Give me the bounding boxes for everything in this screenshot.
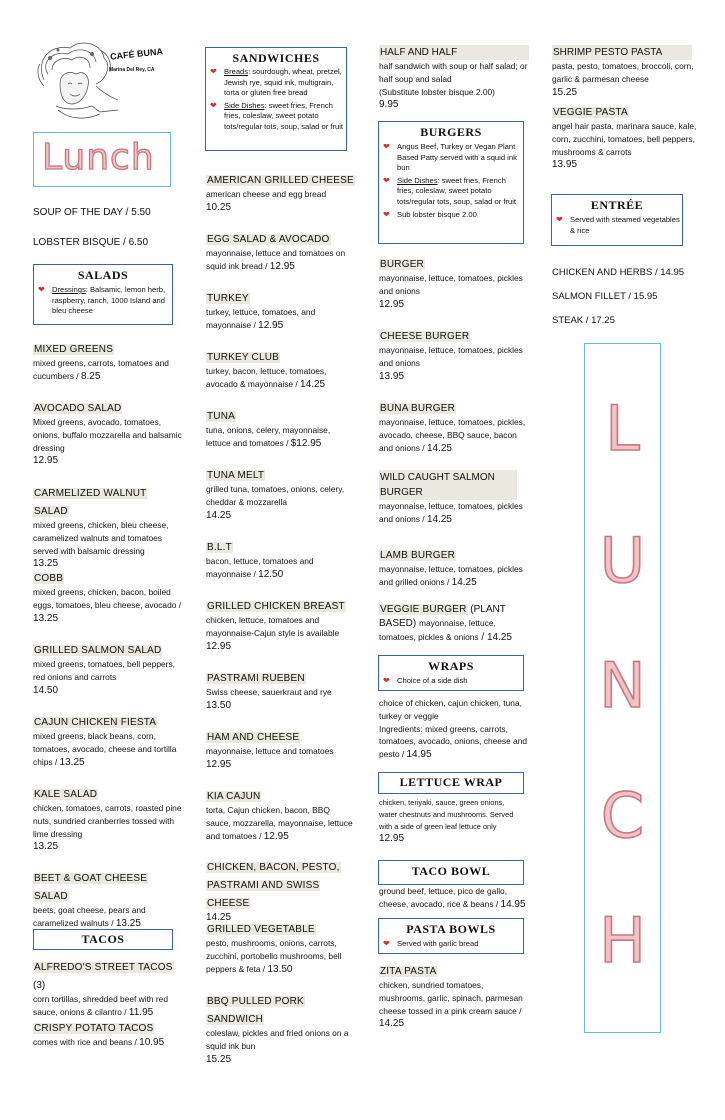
bullet: ❤ Side Dishes: sweet fries, French fries, coleslaw, sweet potato tots/regular tots, soup, salad or fruit [379,176,523,208]
burgers-section-box [378,121,524,244]
menu-item: GRILLED VEGETABLE pesto, mushrooms, onions, carrots, zucchini, portobello mushrooms, bell peppers & feta / 13.50 [206,924,342,975]
menu-item: B.L.T bacon, lettuce, tomatoes and mayonnaise / 12.50 [206,542,314,580]
menu-item: ZITA PASTA chicken, sundried tomatoes, mushrooms, garlic, spinach, parmesan cheese tossed in a pink cream sauce / 14.25 [379,966,523,1030]
menu-item: PASTRAMI RUEBEN Swiss cheese, sauerkraut and rye 13.50 [206,673,332,711]
lunch-vertical-box [584,343,661,1033]
pasta-bowls-section-box [378,918,524,954]
menu-item: GRILLED SALMON SALAD mixed greens, tomatoes, bell peppers, red onions and carrots 14.50 [33,645,175,696]
lobster-bisque: LOBSTER BISQUE / 6.50 [33,237,149,248]
logo-brand: CAFÉ BUNA [109,46,164,62]
lunch-title: Lunch [42,137,155,178]
heart-icon: ❤ [556,215,563,224]
soup-of-the-day: SOUP OF THE DAY / 5.50 [33,207,151,218]
section-title: TACO BOWL [411,864,491,878]
lettuce-wrap-section-box [378,772,524,794]
heart-icon: ❤ [383,676,390,685]
item-price: 5.50 [131,207,151,218]
taco-bowl-section-box [378,860,524,885]
item-name: SOUP OF THE DAY [33,207,123,218]
lunch-letter: N [599,649,646,722]
menu-item: HALF AND HALF half sandwich with soup or half salad; or half soup and salad (Substitute lobster bisque 2.00) 9.95 [379,47,528,111]
entree-section-box [551,194,683,246]
menu-item: TURKEY turkey, lettuce, tomatoes, and mayonnaise / 12.95 [206,293,316,331]
heart-icon: ❤ [383,939,390,948]
section-title: WRAPS [428,659,474,673]
menu-item: WILD CAUGHT SALMON BURGER mayonnaise, lettuce, tomatoes, pickles and onions / 14.25 [379,472,523,525]
menu-item: SHRIMP PESTO PASTA pasta, pesto, tomatoes, broccoli, corn, garlic & parmesan cheese 15.25 [552,47,694,98]
bullet: ❤ Sub lobster bisque 2.00 [379,210,523,221]
heart-icon: ❤ [383,209,390,219]
lunch-letter: H [599,904,646,977]
lunch-letter: C [600,779,645,852]
menu-item: TUNA MELT grilled tuna, tomatoes, onions, celery, cheddar & mozzarella 14.25 [206,470,345,521]
menu-item: KALE SALAD chicken, tomatoes, carrots, roasted pine nuts, sundried cranberries tossed with lime dressing 13.25 [33,789,182,853]
bullet: ❤ Served with steamed vegetables & rice [552,215,682,236]
menu-item: CARMELIZED WALNUT SALAD mixed greens, chicken, bleu cheese, caramelized walnuts and tomatoes served with balsamic dressing 13.25 [33,488,169,570]
entree-item: STEAK / 17.25 [552,315,615,326]
heart-icon: ❤ [210,67,217,76]
section-title: PASTA BOWLS [406,922,496,936]
menu-item: CRISPY POTATO TACOS comes with rice and beans / 10.95 [33,1023,165,1048]
section-title: LETTUCE WRAP [399,775,503,789]
entree-item: CHICKEN AND HERBS / 14.95 [552,267,685,278]
section-title: SANDWICHES [232,51,320,65]
item-name: LOBSTER BISQUE [33,237,121,248]
cafe-buna-logo [30,40,180,122]
wraps-section-box [378,655,524,691]
menu-item: AMERICAN GRILLED CHEESE american cheese and egg bread 10.25 [206,175,354,213]
menu-item: HAM AND CHEESE mayonnaise, lettuce and tomatoes 12.95 [206,732,334,770]
menu-item: BEET & GOAT CHEESE SALAD beets, goat cheese, pears and caramelized walnuts / 13.25 [33,873,148,929]
bullet: ❤ Breads: sourdough, wheat, pretzel, Jewish rye, squid ink, multigrain, torta or gluten free bread [206,67,346,99]
bullet: ❤ Choice of a side dish [379,676,523,687]
menu-item: AVOCADO SALAD Mixed greens, avocado, tomatoes, onions, buffalo mozzarella and balsamic dressing 12.95 [33,403,182,467]
heart-icon: ❤ [38,285,45,294]
menu-item: BBQ PULLED PORK SANDWICH coleslaw, pickles and fried onions on a squid ink bun 15.25 [206,996,349,1065]
menu-item: ALFREDO'S STREET TACOS (3) corn tortillas, shredded beef with red sauce, onions & cilantro / 11.95 [33,962,173,1018]
heart-icon: ❤ [383,142,390,151]
salads-section-box [33,264,173,325]
menu-item: CHICKEN, BACON, PESTO, PASTRAMI AND SWISS CHEESE 14.25 [206,862,340,923]
heart-icon: ❤ [383,175,390,185]
menu-item: BURGER mayonnaise, lettuce, tomatoes, pickles and onions 12.95 [379,259,523,310]
lunch-letter: L [605,392,640,465]
entree-item: SALMON FILLET / 15.95 [552,291,658,302]
heart-icon: ❤ [210,100,217,110]
menu-item: TURKEY CLUB turkey, bacon, lettuce, tomatoes, avocado & mayonnaise / 14.25 [206,352,327,390]
menu-item: MIXED GREENS mixed greens, carrots, tomatoes and cucumbers / 8.25 [33,344,169,382]
lettuce-wrap-description: chicken, teriyaki, sauce, green onions, water chestnuts and mushrooms. Served with a side of green leaf lettuce only 12.95 [379,798,514,845]
lunch-letter: U [599,524,646,597]
menu-item: EGG SALAD & AVOCADO mayonnaise, lettuce and tomatoes on squid ink bread / 12.95 [206,234,346,272]
lunch-title-box [33,132,171,187]
tacos-section-box [33,929,173,950]
menu-item: BUNA BURGER mayonnaise, lettuce, tomatoes, pickles, avocado, cheese, BBQ sauce, bacon and onions / 14.25 [379,403,526,454]
menu-item: CHEESE BURGER mayonnaise, lettuce, tomatoes, pickles and onions 13.95 [379,331,523,382]
bullet: ❤ Angus Beef, Turkey or Vegan Plant Based Patty served with a squid ink bun [379,142,523,174]
menu-item: KIA CAJUN torta, Cajun chicken, bacon, BBQ sauce, mozzarella, mayonnaise, lettuce and tomatoes / 12.95 [206,791,353,842]
sandwiches-section-box [205,47,347,151]
section-title: TACOS [81,932,125,946]
menu-item: TUNA tuna, onions, celery, mayonnaise, lettuce and tomatoes / $12.95 [206,411,331,449]
menu-item: VEGGIE PASTA angel hair pasta, marinara sauce, kale, corn, zucchini, tomatoes, bell peppers, mushrooms & carrots 13.95 [552,107,697,171]
menu-item: GRILLED CHICKEN BREAST chicken, lettuce, tomatoes and mayonnaise-Cajun style is available 12.95 [206,601,345,652]
menu-item: LAMB BURGER mayonnaise, lettuce, tomatoes, pickles and grilled onions / 14.25 [379,550,523,588]
item-price: 6.50 [128,237,149,248]
section-title: BURGERS [420,125,482,139]
bullet: ❤ Side Dishes: sweet fries, French fries, coleslaw, sweet potato tots/regular tots, soup, salad or fruit [206,101,346,133]
section-title: ENTRÉE [590,198,644,212]
menu-item: COBB mixed greens, chicken, bacon, boiled eggs, tomatoes, bleu cheese, avocado / 13.25 [33,573,182,624]
taco-bowl-description: ground beef, lettuce, pico de gallo, cheese, avocado, rice & beans / 14.95 [379,886,526,910]
bullet: ❤ Served with garlic bread [379,939,523,950]
menu-item: VEGGIE BURGER (PLANT BASED) mayonnaise, lettuce, tomatoes, pickles & onions / 14.25 [379,604,512,643]
menu-item: CAJUN CHICKEN FIESTA mixed greens, black beans, corn, tomatoes, avocado, cheese and tortilla chips / 13.25 [33,717,177,768]
bullet: ❤ Dressings: Balsamic, lemon herb, raspberry, ranch, 1000 Island and bleu cheese [34,285,172,317]
wraps-description: choice of chicken, cajun chicken, tuna, turkey or veggie Ingredients: mixed greens, carrots, tomatoes, avocado, onions, cheese and pesto / 14.95 [379,698,528,761]
section-title: SALADS [77,268,129,282]
logo-location: Marina Del Rey, CA [109,67,155,73]
